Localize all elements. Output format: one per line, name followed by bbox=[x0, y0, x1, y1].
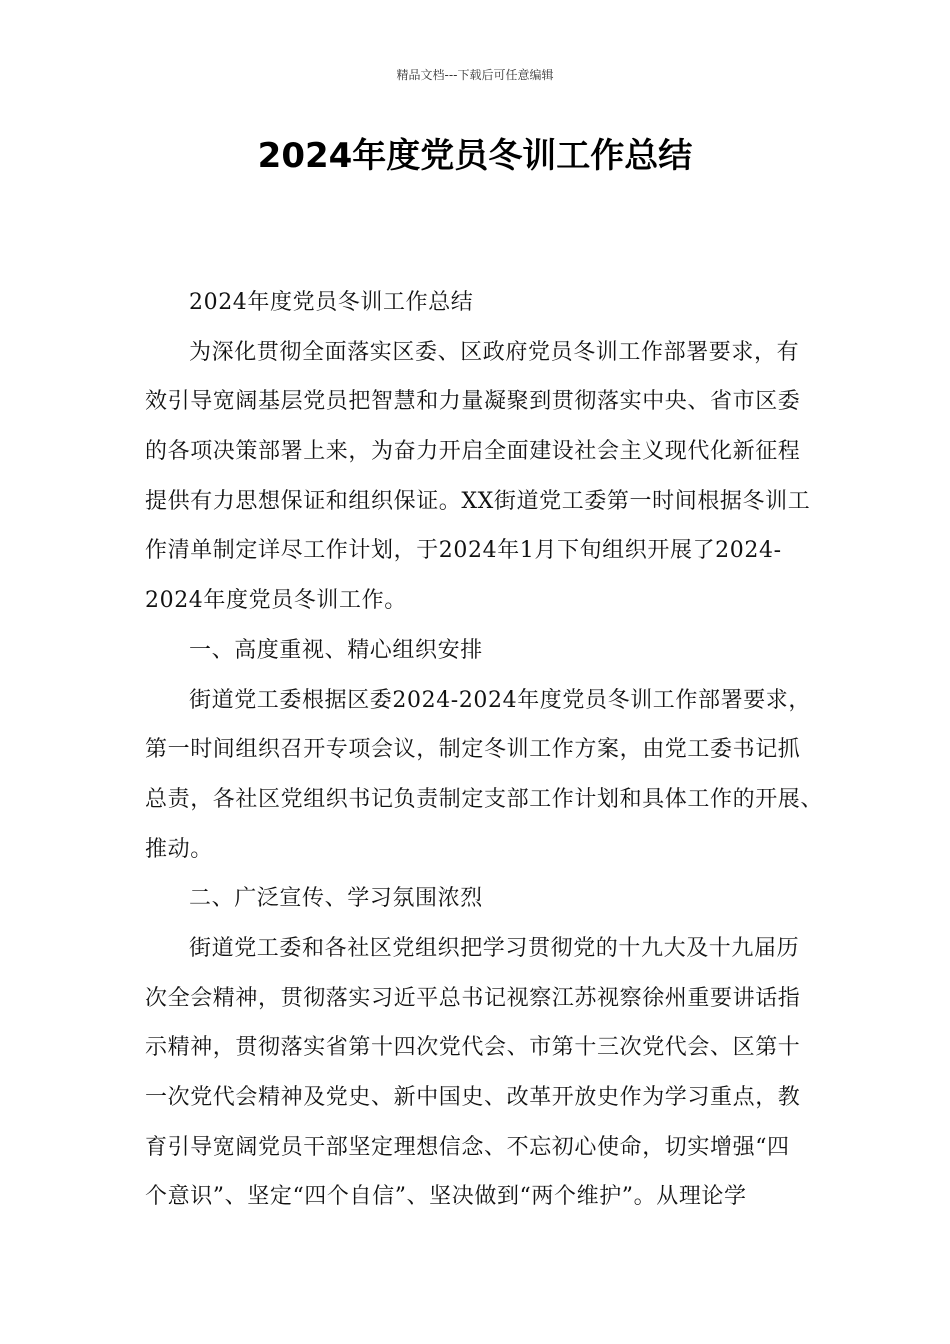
section-heading-1: 一、高度重视、精心组织安排 bbox=[189, 637, 483, 663]
document-body bbox=[145, 278, 824, 1222]
paragraph-line: 的各项决策部署上来，为奋力开启全面建设社会主义现代化新征程 bbox=[145, 439, 801, 465]
paragraph-line: 第一时间组织召开专项会议，制定冬训工作方案，由党工委书记抓 bbox=[145, 737, 801, 763]
paragraph-line: 推动。 bbox=[145, 836, 213, 862]
paragraph-line: 一次党代会精神及党史、新中国史、改革开放史作为学习重点，教 bbox=[145, 1085, 801, 1110]
paragraph-line: 效引导宽阔基层党员把智慧和力量凝聚到贯彻落实中央、省市区委 bbox=[145, 389, 801, 415]
section-heading-2: 二、广泛宣传、学习氛围浓烈 bbox=[189, 886, 483, 912]
document-title: 2024年度党员冬训工作总结 bbox=[257, 136, 693, 176]
paragraph-line: 街道党工委根据区委2024-2024年度党员冬训工作部署要求， bbox=[189, 687, 812, 713]
page-header-note: 精品文档---下载后可任意编辑 bbox=[396, 68, 554, 82]
paragraph-line: 次全会精神，贯彻落实习近平总书记视察江苏视察徐州重要讲话指 bbox=[145, 985, 801, 1011]
paragraph-line: 为深化贯彻全面落实区委、区政府党员冬训工作部署要求，有 bbox=[189, 339, 800, 365]
paragraph-line: 示精神，贯彻落实省第十四次党代会、市第十三次党代会、区第十 bbox=[145, 1035, 801, 1061]
paragraph-line: 街道党工委和各社区党组织把学习贯彻党的十九大及十九届历 bbox=[189, 935, 800, 961]
body-subtitle-line: 2024年度党员冬训工作总结 bbox=[189, 290, 474, 315]
paragraph-line: 个意识”、坚定“四个自信”、坚决做到“两个维护”。从理论学 bbox=[145, 1184, 747, 1210]
paragraph-line: 总责，各社区党组织书记负责制定支部工作计划和具体工作的开展、 bbox=[145, 786, 824, 812]
paragraph-line: 育引导宽阔党员干部坚定理想信念、不忘初心使命，切实增强“四 bbox=[145, 1134, 790, 1160]
paragraph-line: 作清单制定详尽工作计划，于2024年1月下旬组织开展了2024- bbox=[145, 538, 782, 564]
paragraph-line: 提供有力思想保证和组织保证。XX街道党工委第一时间根据冬训工 bbox=[145, 488, 811, 514]
paragraph-line: 2024年度党员冬训工作。 bbox=[145, 588, 407, 614]
